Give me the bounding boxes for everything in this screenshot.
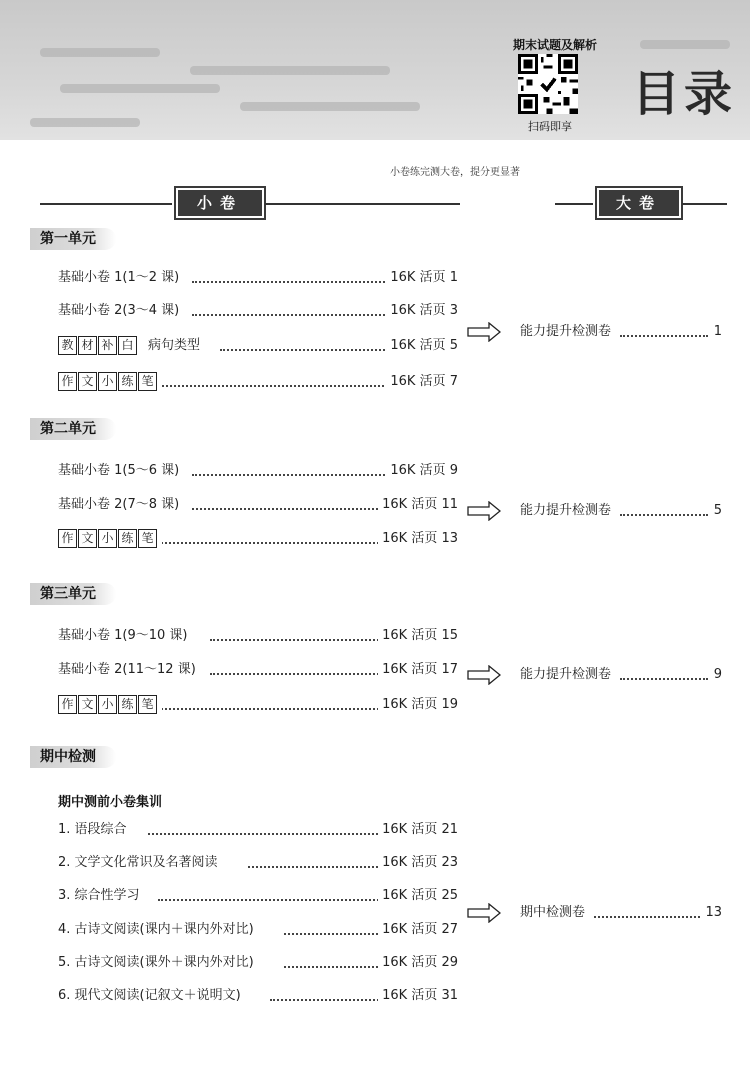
entry-label: 6. 现代文阅读(记叙文＋说明文) bbox=[58, 986, 245, 1006]
section-unit-2: 第二单元 bbox=[30, 418, 116, 440]
entry-source: 16K 活页 1 bbox=[386, 268, 458, 288]
entry-label: 1. 语段综合 bbox=[58, 820, 131, 840]
toc-entry[interactable] bbox=[58, 529, 458, 549]
entry-source: 16K 活页 23 bbox=[378, 853, 458, 873]
entry-source: 16K 活页 9 bbox=[386, 461, 458, 481]
qr-code[interactable] bbox=[518, 54, 578, 114]
test-label: 期中检测卷 bbox=[520, 903, 589, 923]
test-page: 9 bbox=[710, 665, 722, 685]
section-unit-3: 第三单元 bbox=[30, 583, 116, 605]
entry-source: 16K 活页 31 bbox=[378, 986, 458, 1006]
toc-entry[interactable] bbox=[58, 268, 458, 288]
test-label: 能力提升检测卷 bbox=[520, 322, 615, 342]
entry-source: 16K 活页 21 bbox=[378, 820, 458, 840]
toc-entry[interactable] bbox=[58, 820, 458, 840]
page-title: 目录 bbox=[632, 66, 737, 122]
entry-source: 16K 活页 17 bbox=[378, 660, 458, 680]
toc-entry[interactable] bbox=[58, 626, 458, 646]
section-unit-1: 第一单元 bbox=[30, 228, 116, 250]
arrow-right-icon bbox=[467, 665, 501, 685]
test-entry[interactable] bbox=[520, 322, 722, 342]
test-page: 13 bbox=[701, 903, 722, 923]
entry-source: 16K 活页 7 bbox=[386, 372, 458, 392]
toc-entry[interactable] bbox=[58, 920, 458, 940]
section-midterm: 期中检测 bbox=[30, 746, 116, 768]
arrow-right-icon bbox=[467, 322, 501, 342]
test-entry[interactable] bbox=[520, 665, 722, 685]
qr-caption: 扫码即享 bbox=[528, 120, 572, 133]
boxed-title: 作 文 小 练 笔 bbox=[58, 695, 158, 715]
entry-source: 16K 活页 27 bbox=[378, 920, 458, 940]
header-band bbox=[0, 0, 750, 140]
toc-entry[interactable] bbox=[58, 953, 458, 973]
entry-label: 5. 古诗文阅读(课外＋课内外对比) bbox=[58, 953, 258, 973]
boxed-title: 教 材 补 白 bbox=[58, 336, 138, 356]
toc-entry[interactable] bbox=[58, 886, 458, 906]
entry-source: 16K 活页 11 bbox=[378, 495, 458, 515]
qr-title: 期末试题及解析 bbox=[512, 38, 597, 52]
toc-entry[interactable] bbox=[58, 986, 458, 1006]
entry-source: 16K 活页 5 bbox=[386, 336, 458, 356]
entry-label: 基础小卷 2(7～8 课) bbox=[58, 495, 183, 515]
banner-line bbox=[40, 203, 172, 205]
banner-line bbox=[265, 203, 460, 205]
entry-extra: 病句类型 bbox=[148, 338, 201, 353]
entry-source: 16K 活页 25 bbox=[378, 886, 458, 906]
test-entry[interactable] bbox=[520, 903, 722, 923]
slogan: 小卷练完测大卷，提分更显著 bbox=[390, 167, 520, 178]
banner-line bbox=[555, 203, 593, 205]
toc-entry[interactable] bbox=[58, 853, 458, 873]
toc-entry[interactable] bbox=[58, 372, 458, 392]
entry-label: 基础小卷 2(3～4 课) bbox=[58, 301, 183, 321]
toc-entry[interactable] bbox=[58, 660, 458, 680]
midterm-subhead: 期中测前小卷集训 bbox=[58, 795, 163, 810]
entry-label: 2. 文学文化常识及名著阅读 bbox=[58, 853, 222, 873]
toc-entry[interactable] bbox=[58, 301, 458, 321]
toc-entry[interactable] bbox=[58, 495, 458, 515]
toc-entry[interactable] bbox=[58, 336, 458, 356]
test-entry[interactable] bbox=[520, 501, 722, 521]
entry-source: 16K 活页 3 bbox=[386, 301, 458, 321]
entry-source: 16K 活页 15 bbox=[378, 626, 458, 646]
entry-source: 16K 活页 13 bbox=[378, 529, 458, 549]
toc-entry[interactable] bbox=[58, 461, 458, 481]
large-volume-banner: 大卷 bbox=[597, 188, 681, 218]
test-label: 能力提升检测卷 bbox=[520, 665, 615, 685]
entry-label: 基础小卷 2(11～12 课) bbox=[58, 660, 200, 680]
arrow-right-icon bbox=[467, 501, 501, 521]
test-page: 1 bbox=[710, 322, 722, 342]
entry-label: 4. 古诗文阅读(课内＋课内外对比) bbox=[58, 920, 258, 940]
entry-source: 16K 活页 29 bbox=[378, 953, 458, 973]
arrow-right-icon bbox=[467, 903, 501, 923]
entry-source: 16K 活页 19 bbox=[378, 695, 458, 715]
test-label: 能力提升检测卷 bbox=[520, 501, 615, 521]
banner-line bbox=[682, 203, 727, 205]
entry-label: 基础小卷 1(9～10 课) bbox=[58, 626, 192, 646]
entry-label: 基础小卷 1(5～6 课) bbox=[58, 461, 183, 481]
entry-label: 基础小卷 1(1～2 课) bbox=[58, 268, 183, 288]
test-page: 5 bbox=[710, 501, 722, 521]
boxed-title: 作 文 小 练 笔 bbox=[58, 529, 158, 549]
boxed-title: 作 文 小 练 笔 bbox=[58, 372, 158, 392]
toc-entry[interactable] bbox=[58, 695, 458, 715]
small-volume-banner: 小卷 bbox=[176, 188, 264, 218]
entry-label: 3. 综合性学习 bbox=[58, 886, 144, 906]
